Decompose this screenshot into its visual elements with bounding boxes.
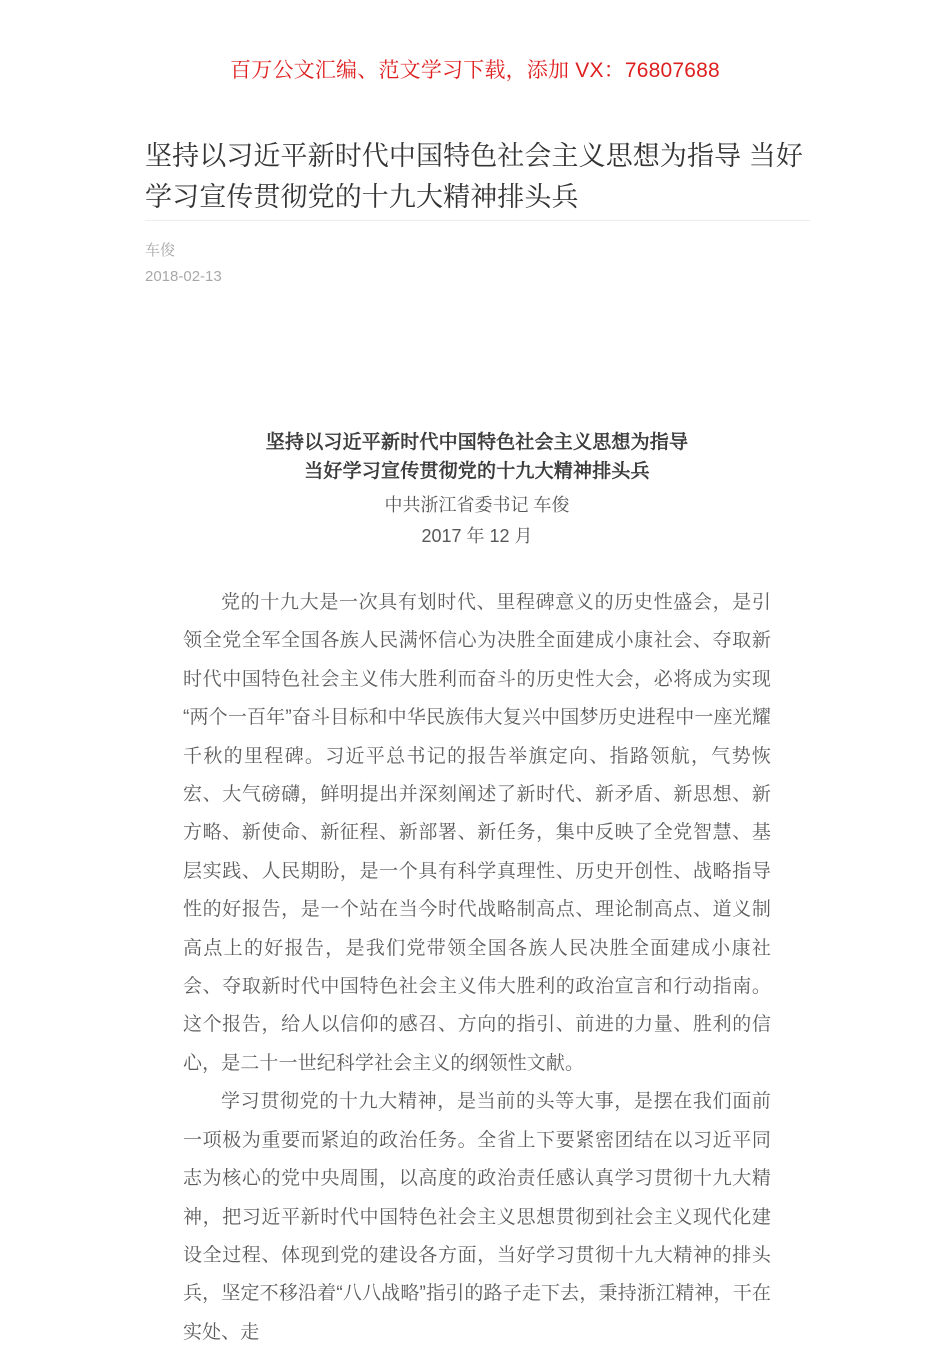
- page-title: 坚持以习近平新时代中国特色社会主义思想为指导 当好学习宣传贯彻党的十九大精神排头兵: [145, 141, 804, 212]
- document-heading-line-1: 坚持以习近平新时代中国特色社会主义思想为指导: [265, 432, 689, 453]
- document-byline: [183, 490, 771, 552]
- document-paragraph: 党的十九大是一次具有划时代、里程碑意义的历史性盛会，是引领全党全军全国各族人民满怀信心为决胜全面建成小康社会、夺取新时代中国特色社会主义伟大胜利而奋斗的历史性大会，必将成为实现“两个一百年”奋斗目标和中华民族伟大复兴中国梦历史进程中一座光耀千秋的里程碑。习近平总书记的报告举旗定向、指路领航，气势恢宏、大气磅礴，鲜明提出并深刻阐述了新时代、新矛盾、新思想、新方略、新使命、新征程、新部署、新任务，集中反映了全党智慧、基层实践、人民期盼，是一个具有科学真理性、历史开创性、战略指导性的好报告，是一个站在当今时代战略制高点、理论制高点、道义制高点上的好报告，是我们党带领全国各族人民决胜全面建成小康社会、夺取新时代中国特色社会主义伟大胜利的政治宣言和行动指南。这个报告，给人以信仰的感召、方向的指引、前进的力量、胜利的信心，是二十一世纪科学社会主义的纲领性文献。: [183, 592, 771, 1074]
- document-paragraph: 学习贯彻党的十九大精神，是当前的头等大事，是摆在我们面前一项极为重要而紧迫的政治任务。全省上下要紧密团结在以习近平同志为核心的党中央周围，以高度的政治责任感认真学习贯彻十九大精神，把习近平新时代中国特色社会主义思想贯彻到社会主义现代化建设全过程、体现到党的建设各方面，当好学习贯彻十九大精神的排头兵，坚定不移沿着“八八战略”指引的路子走下去，秉持浙江精神，干在实处、走: [183, 1091, 771, 1343]
- document-byline-author: 中共浙江省委书记 车俊: [384, 495, 570, 515]
- article-header: [145, 136, 810, 218]
- article-meta: [145, 238, 222, 290]
- article-date: 2018-02-13: [145, 268, 222, 285]
- article-author: 车俊: [145, 242, 176, 259]
- document-heading: [183, 428, 771, 486]
- document-body: [183, 428, 771, 1352]
- document-paragraphs: [183, 584, 771, 1352]
- header-divider: [145, 220, 810, 221]
- promo-banner: 百万公文汇编、范文学习下载，添加 VX：76807688: [230, 59, 720, 82]
- document-byline-date: 2017 年 12 月: [421, 526, 533, 546]
- document-heading-line-2: 当好学习宣传贯彻党的十九大精神排头兵: [304, 461, 650, 482]
